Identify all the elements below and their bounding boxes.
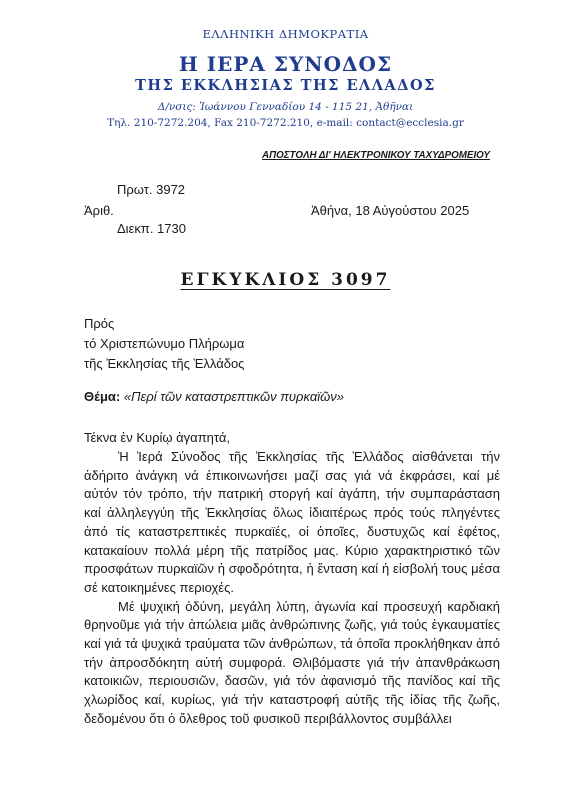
- letterhead-synod: Η ΙΕΡΑ ΣΥΝΟΔΟΣ: [178, 52, 393, 76]
- recipient-line-1: τό Χριστεπώνυμο Πλήρωμα: [84, 336, 245, 351]
- recipient-label: Πρός: [84, 316, 115, 331]
- protocol-number: Πρωτ. 3972: [117, 182, 186, 197]
- number-label: Ἀριθ.: [84, 203, 114, 218]
- subject-value: «Περί τῶν καταστρεπτικῶν πυρκαϊῶν»: [123, 389, 345, 404]
- letter-body: [84, 448, 500, 729]
- subject-line: [84, 389, 344, 404]
- letterhead-contact: Τηλ. 210-7272.204, Fax 210-7272.210, e-mail: contact@ecclesia.gr: [107, 117, 464, 129]
- recipient-line-2: τῆς Ἐκκλησίας τῆς Ἑλλάδος: [84, 356, 245, 371]
- email-delivery-note: ΑΠΟΣΤΟΛΗ ΔΙ' ΗΛΕΚΤΡΟΝΙΚΟΥ ΤΑΧΥΔΡΟΜΕΙΟΥ: [262, 150, 490, 161]
- paragraph: Μέ ψυχική ὀδύνη, μεγάλη λύπη, ἀγωνία καί προσευχή καρδιακή θρηνοῦμε γιά τήν ἀπώλεια μιᾶς ἀνθρώπινης ζωῆς, γιά τούς ἐγκαυματίες καί γιά τά ψυχικά τραύματα τῶν ἀνθρώπων, τά ὁποῖα προκλήθηκαν ἀπό τήν ἀπροσδόκητη αὐτή συμφορά. Θλιβόμαστε γιά τήν ἀπανθράκωση κατοικιῶν, περιουσιῶν, δασῶν, γιά τόν ἀφανισμό τῆς πανίδος καί τῆς χλωρίδος καί, κυρίως, γιά τήν καταστροφή αὐτῆς τῆς ἰδίας τῆς ζωῆς, δεδομένου ὅτι ὁ ὄλεθρος τοῦ φυσικοῦ περιβάλλοντος συμβάλλει: [84, 598, 500, 726]
- circular-title: ΕΓΚΥΚΛΙΟΣ 3097: [180, 270, 391, 290]
- subject-label: Θέμα:: [84, 389, 121, 404]
- dispatch-number: Διεκπ. 1730: [117, 221, 186, 236]
- letterhead-republic: ΕΛΛΗΝΙΚΗ ΔΗΜΟΚΡΑΤΙΑ: [202, 27, 369, 41]
- greeting: Τέκνα ἐν Κυρίῳ ἀγαπητά,: [84, 430, 230, 445]
- letterhead-church: ΤΗΣ ΕΚΚΛΗΣΙΑΣ ΤΗΣ ΕΛΛΑΔΟΣ: [135, 77, 436, 94]
- document-date: Ἀθήνα, 18 Αὐγούστου 2025: [311, 203, 470, 218]
- letterhead-address: Δ/νσις: Ἰωάννου Γενναδίου 14 - 115 21, Ἀθῆναι: [157, 101, 414, 113]
- paragraph: Ἡ Ἱερά Σύνοδος τῆς Ἐκκλησίας τῆς Ἑλλάδος αἰσθάνεται τήν ἀδήριτο ἀνάγκη νά ἐπικοινωνήσει μαζί σας γιά νά ἐκφράσει, καί μέ αὐτόν τόν τρόπο, τήν πατρική στοργή καί ἀγάπη, τήν συμπαράσταση καί ἀλληλεγγύη τῆς Ἐκκλησίας ὅλως ἰδιαιτέρως πρός τούς πληγέντες ἀπό τίς καταστρεπτικές πυρκαϊές, οἱ ὁποῖες, δυστυχῶς καί ἐφέτος, κατακαίουν πολλά μέρη τῆς πατρίδος μας. Κύριο χαρακτηριστικό τῶν προσφάτων πυρκαϊῶν ἡ σφοδρότητα, ἡ ἔνταση καί ἡ εἰσβολή τους μέσα σέ κατοικημένες περιοχές.: [84, 449, 500, 595]
